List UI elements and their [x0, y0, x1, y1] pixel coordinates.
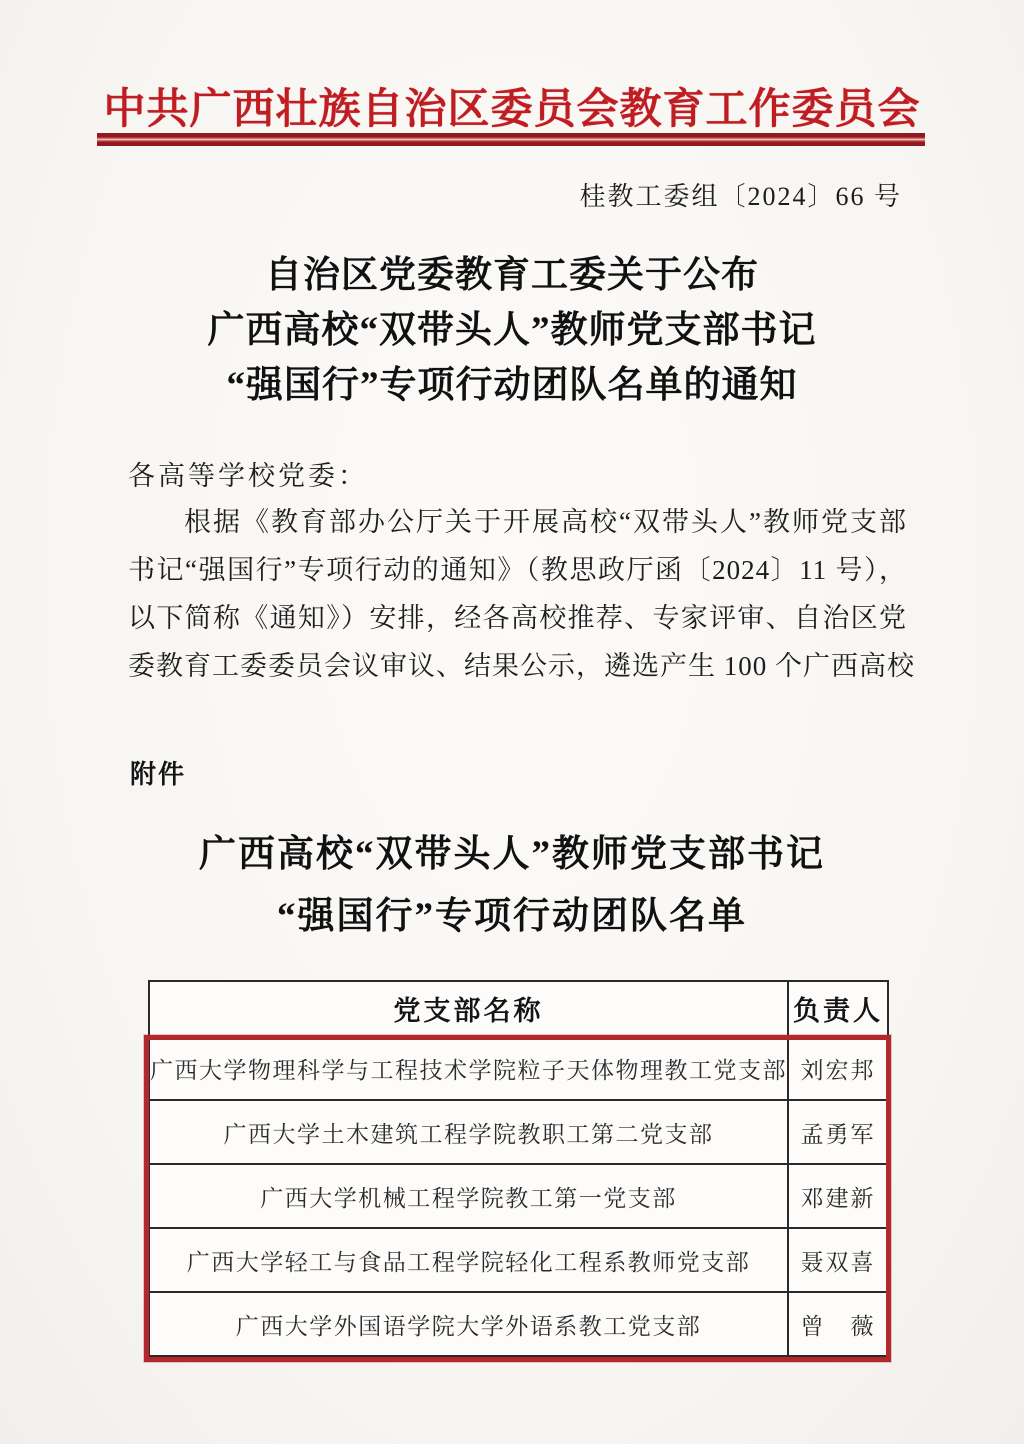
attachment-title-line-2: “强国行”专项行动团队名单	[277, 896, 747, 937]
document-number: 桂教工委组〔2024〕66 号	[579, 182, 902, 211]
header-branch-name: 党支部名称	[149, 981, 788, 1036]
body-line-3: 以下简称《通知》）安排，经各高校推荐、专家评审、自治区党	[128, 603, 907, 633]
roster-table	[148, 980, 889, 1357]
leader-cell: 曾 薇	[788, 1292, 888, 1356]
notice-title-line-1: 自治区党委教育工委关于公布	[265, 255, 759, 296]
table-header-row	[149, 981, 888, 1036]
table-row	[149, 1292, 888, 1356]
notice-title-line-3: “强国行”专项行动团队名单的通知	[226, 365, 798, 406]
attachment-title-line-1: 广西高校“双带头人”教师党支部书记	[199, 834, 825, 875]
salutation: 各高等学校党委：	[128, 461, 368, 491]
body-line-4: 委教育工委委员会议审议、结果公示，遴选产生 100 个广西高校	[128, 651, 915, 681]
branch-cell: 广西大学土木建筑工程学院教职工第二党支部	[149, 1100, 788, 1164]
branch-cell: 广西大学外国语学院大学外语系教工党支部	[149, 1292, 788, 1356]
branch-cell: 广西大学物理科学与工程技术学院粒子天体物理教工党支部	[149, 1036, 788, 1100]
attachment-label: 附件	[130, 759, 187, 789]
body-line-1: 根据《教育部办公厅关于开展高校“双带头人”教师党支部	[184, 507, 907, 537]
notice-title-line-2: 广西高校“双带头人”教师党支部书记	[207, 310, 817, 351]
leader-cell: 孟勇军	[788, 1100, 888, 1164]
letterhead-org-name: 中共广西壮族自治区委员会教育工作委员会	[103, 87, 921, 133]
leader-cell: 刘宏邦	[788, 1036, 888, 1100]
branch-cell: 广西大学轻工与食品工程学院轻化工程系教师党支部	[149, 1228, 788, 1292]
branch-cell: 广西大学机械工程学院教工第一党支部	[149, 1164, 788, 1228]
notice-title	[0, 248, 1024, 413]
notice-body	[128, 498, 915, 690]
attachment-title	[0, 824, 1024, 948]
table-row	[149, 1036, 888, 1100]
table-row	[149, 1100, 888, 1164]
leader-cell: 邓建新	[788, 1164, 888, 1228]
leader-cell: 聂双喜	[788, 1228, 888, 1292]
table-row	[149, 1164, 888, 1228]
roster-table-container	[148, 980, 887, 1357]
body-line-2: 书记“强国行”专项行动的通知》（教思政厅函〔2024〕11 号），	[128, 555, 907, 585]
letterhead-rule	[97, 133, 925, 146]
header-leader: 负责人	[788, 981, 888, 1036]
table-row	[149, 1228, 888, 1292]
